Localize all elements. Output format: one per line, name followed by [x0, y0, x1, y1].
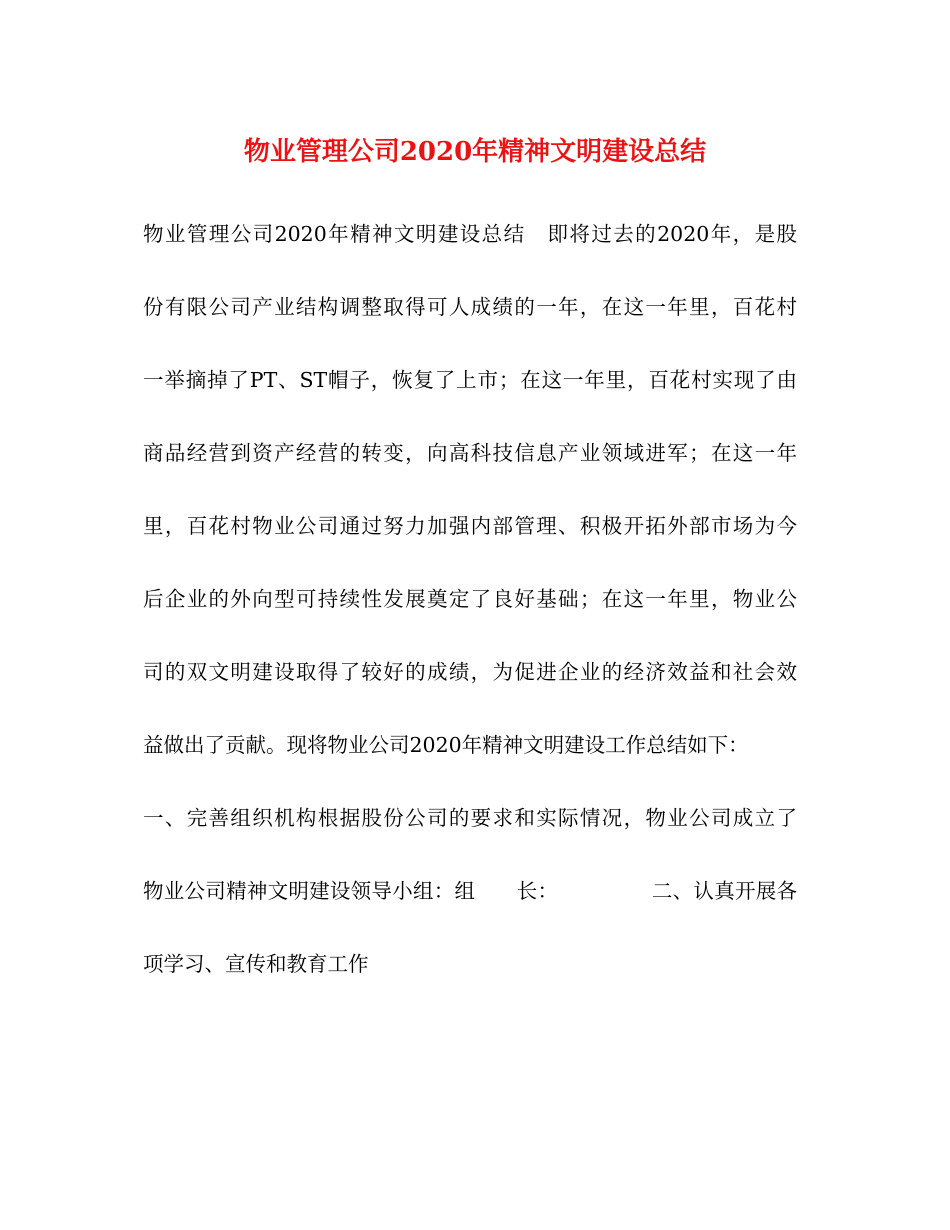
document-title: 物业管理公司2020年精神文明建设总结: [243, 137, 707, 167]
body-line-9: 一、完善组织机构根据股份公司的要求和实际情况，物业公司成立了: [143, 806, 797, 830]
body-line-6: 后企业的外向型可持续性发展奠定了良好基础；在这一年里，物业公: [143, 587, 797, 611]
body-line-4: 商品经营到资产经营的转变，向高科技信息产业领域进军；在这一年: [143, 441, 797, 465]
body-line-11: 项学习、宣传和教育工作: [143, 952, 369, 976]
body-line-8: 益做出了贡献。现将物业公司2020年精神文明建设工作总结如下：: [143, 733, 749, 757]
body-line-1: 物业管理公司2020年精神文明建设总结 即将过去的2020年，是股: [143, 222, 797, 246]
body-line-10: 物业公司精神文明建设领导小组：组 长： 二、认真开展各: [143, 879, 797, 903]
body-line-2: 份有限公司产业结构调整取得可人成绩的一年，在这一年里，百花村: [143, 295, 797, 319]
body-line-5: 里，百花村物业公司通过努力加强内部管理、积极开拓外部市场为今: [143, 514, 797, 538]
body-line-3: 一举摘掉了PT、ST帽子，恢复了上市；在这一年里，百花村实现了由: [143, 368, 797, 392]
body-line-7: 司的双文明建设取得了较好的成绩，为促进企业的经济效益和社会效: [143, 660, 797, 684]
